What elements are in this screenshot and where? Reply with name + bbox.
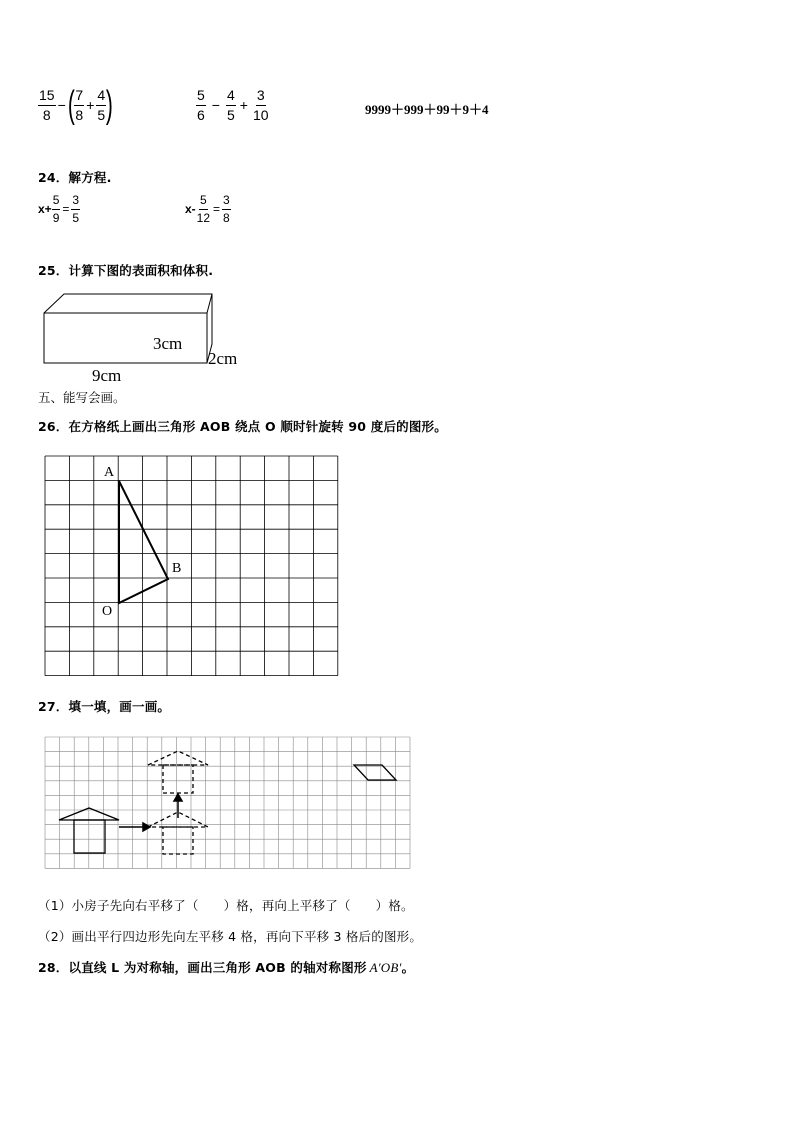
question-25-title: 25．计算下图的表面积和体积. bbox=[38, 263, 214, 278]
translation-grid bbox=[42, 734, 414, 872]
section-five-heading: 五、能写会画。 bbox=[38, 390, 126, 405]
cuboid-front-face bbox=[44, 313, 207, 363]
expression-3: 9999＋999＋99＋9＋4 bbox=[365, 102, 489, 117]
cuboid-figure bbox=[36, 288, 256, 384]
house-translated-right bbox=[148, 812, 208, 854]
reflected-triangle-symbol: A′OB′ bbox=[369, 960, 402, 975]
equation-2: x- $\frac{5}{12}$ = $\frac{3}{8}$ bbox=[185, 193, 230, 225]
equation-1: x+ $\frac{5}{9}$ = $\frac{3}{5}$ bbox=[38, 193, 80, 225]
vertex-o-label: O bbox=[102, 604, 113, 619]
fraction: $\frac{5}{6}$ bbox=[197, 87, 205, 123]
house-translated-up bbox=[148, 751, 208, 793]
fraction: $\frac{15}{8}$ bbox=[39, 86, 55, 123]
question-24-title: 24．解方程. bbox=[38, 170, 112, 185]
width-label: 2cm bbox=[208, 349, 238, 368]
arrow-right bbox=[119, 823, 150, 831]
fraction: $\frac{7}{8}$ bbox=[75, 86, 84, 123]
arrow-up bbox=[174, 794, 182, 818]
parallelogram bbox=[354, 765, 396, 780]
question-27-title: 27．填一填，画一画。 bbox=[38, 699, 171, 714]
fraction: $\frac{4}{5}$ bbox=[226, 87, 235, 123]
triangle-aob bbox=[119, 481, 168, 603]
expression-1: $\frac{15}{8}$ − ( $\frac{7}{8}$ + $\frac{4}{5}$ ) bbox=[39, 84, 114, 126]
fraction: $\frac{4}{5}$ bbox=[97, 86, 106, 123]
rotation-grid bbox=[40, 452, 342, 680]
cuboid-top-side bbox=[44, 294, 212, 363]
expression-2: $\frac{5}{6}$ − $\frac{4}{5}$ + $\frac{3}{10}$ bbox=[197, 87, 269, 123]
question-26-title: 26．在方格纸上画出三角形 AOB 绕点 O 顺时针旋转 90 度后的图形。 bbox=[38, 419, 447, 434]
length-label: 9cm bbox=[92, 366, 122, 384]
question-27-part-2: （2）画出平行四边形先向左平移 4 格，再向下平移 3 格后的图形。 bbox=[38, 929, 423, 944]
vertex-b-label: B bbox=[172, 561, 182, 576]
height-label: 3cm bbox=[153, 334, 183, 353]
fraction: $\frac{3}{10}$ bbox=[252, 87, 269, 123]
question-27-part-1: （1）小房子先向右平移了（ ）格，再向上平移了（ ）格。 bbox=[38, 898, 414, 913]
vertex-a-label: A bbox=[104, 465, 115, 480]
question-28: 28．以直线 L 为对称轴，画出三角形 AOB 的轴对称图形 A′OB′。 bbox=[38, 960, 415, 975]
